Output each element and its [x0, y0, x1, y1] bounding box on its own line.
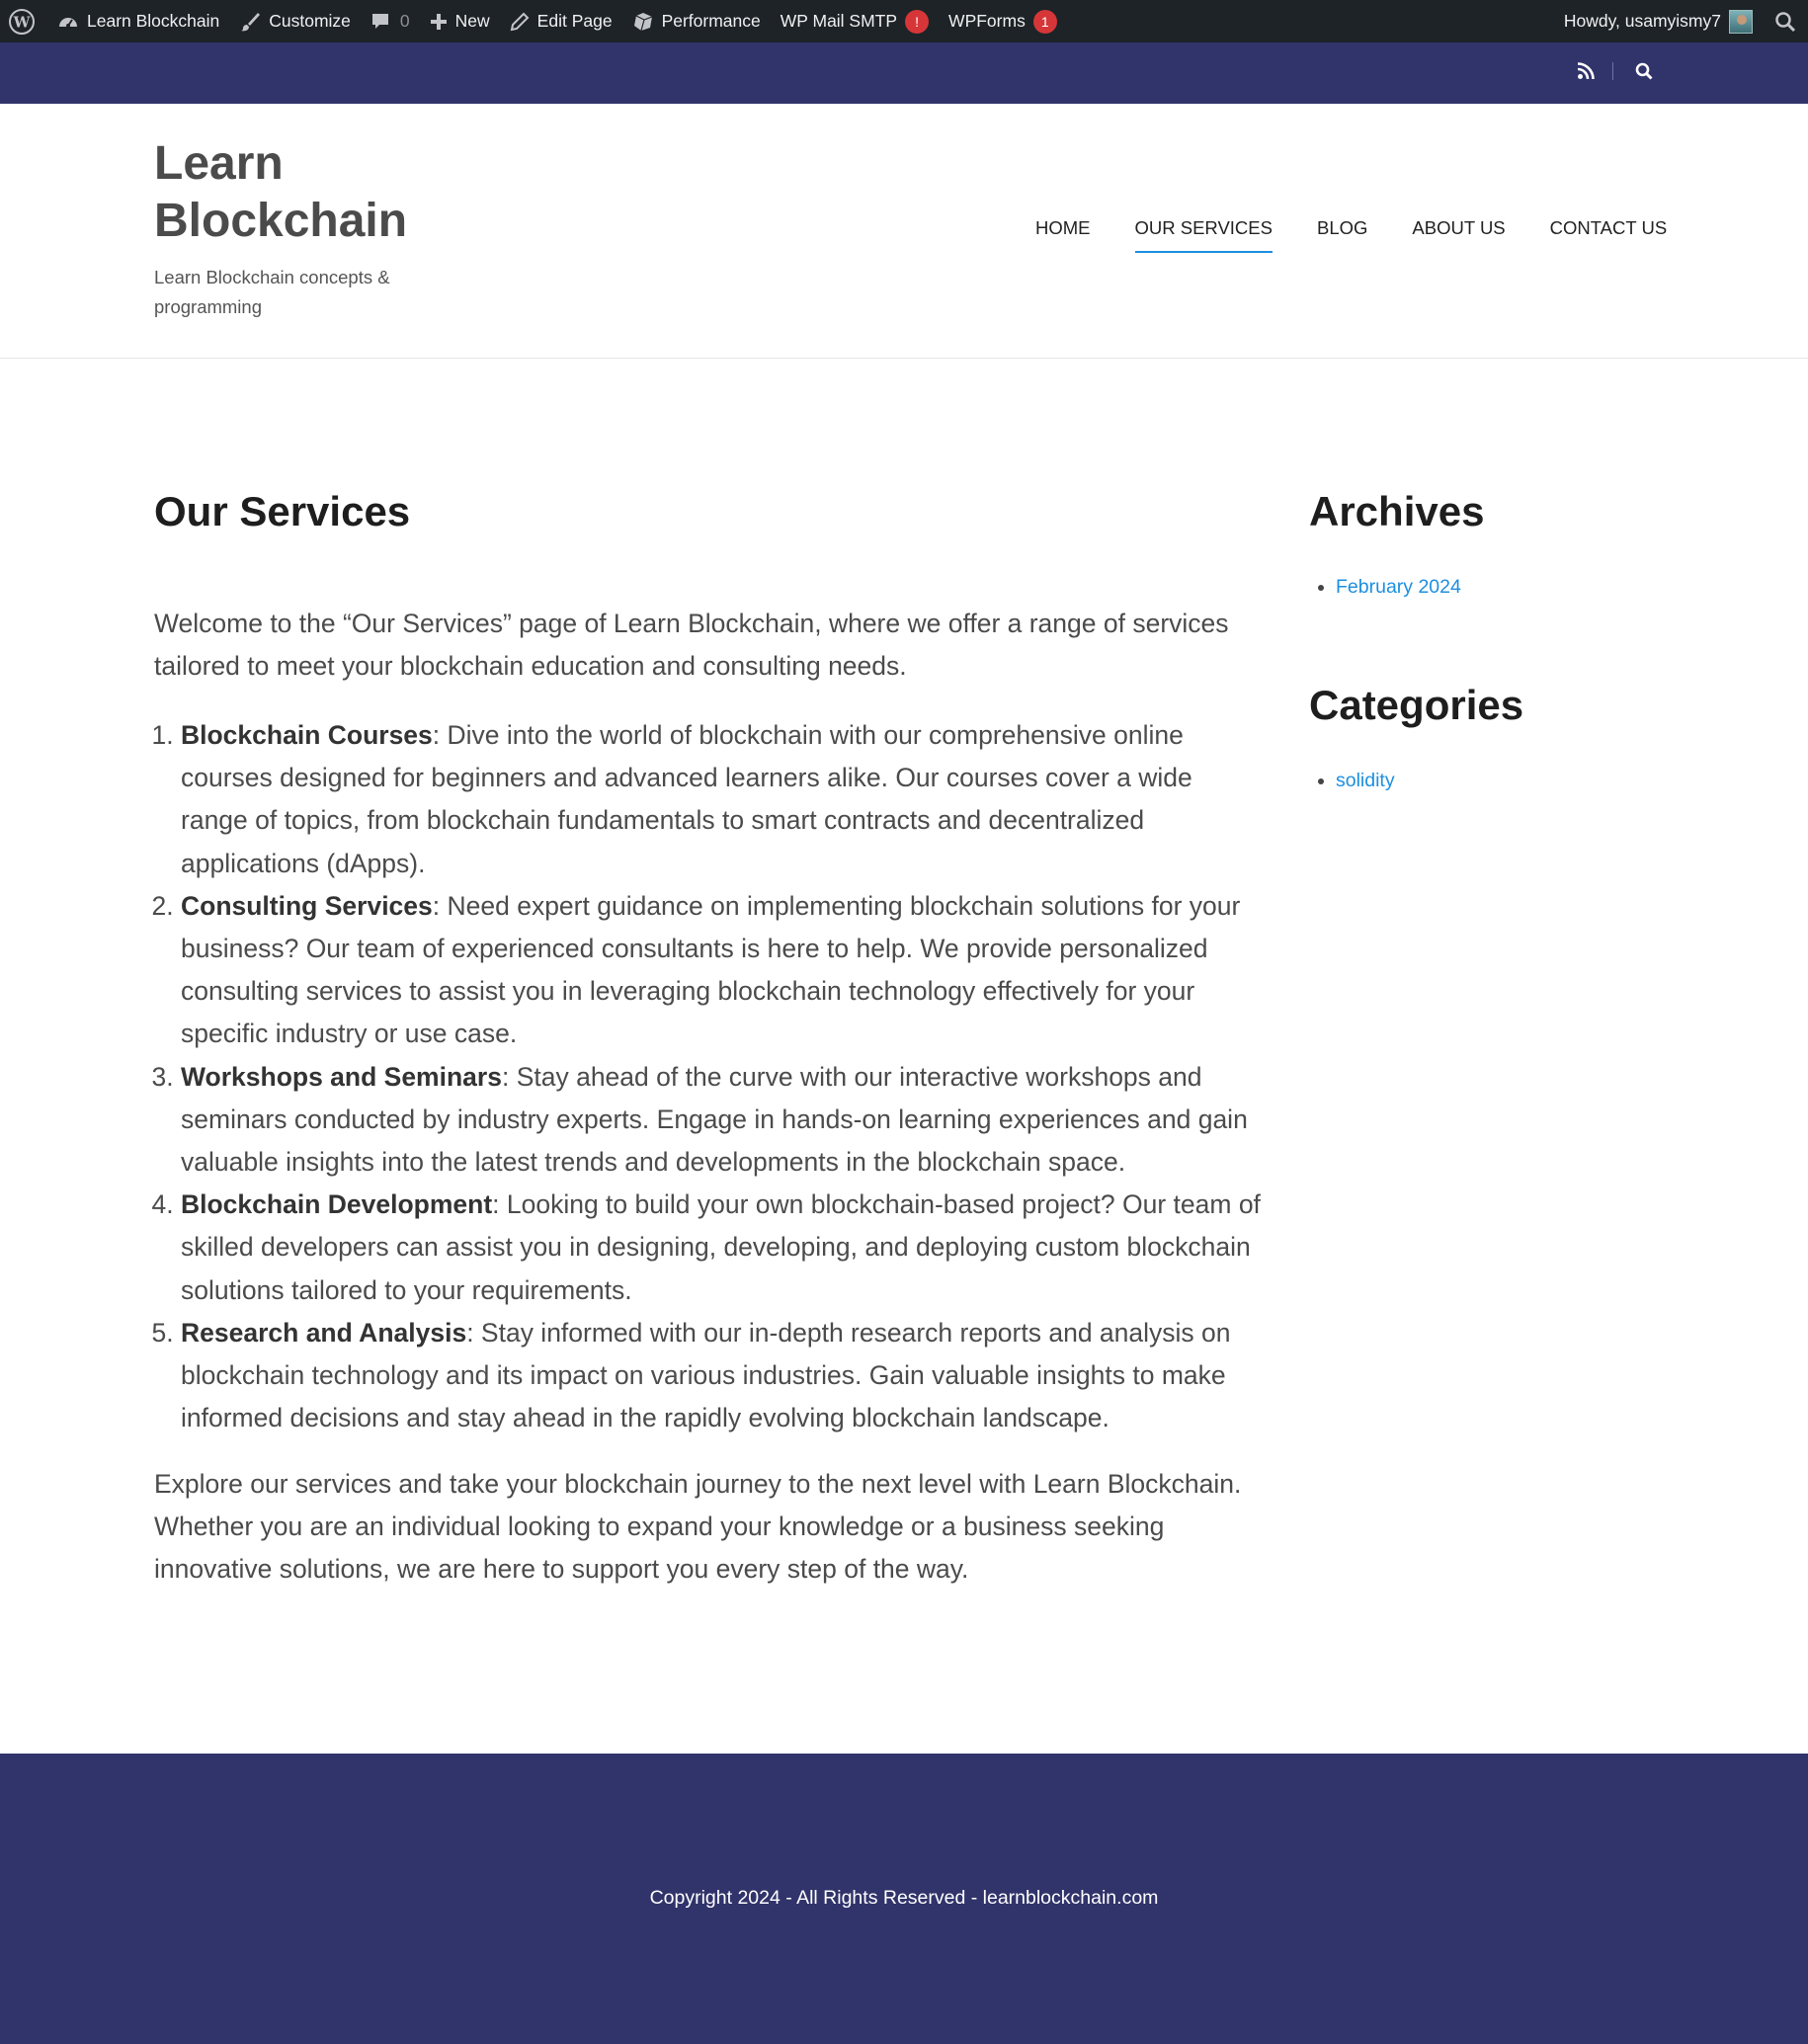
service-description: : Need expert guidance on implementing blockchain solutions for your business? Our team of experienced consultants is here to help. We provide personalized consulting services to assist you in leveraging blockchain technology effectively for your specific industry or use case. [181, 890, 1241, 1049]
sidebar [1309, 484, 1685, 794]
dashboard-icon [57, 12, 79, 32]
service-description: : Stay informed with our in-depth research reports and analysis on blockchain technology and its impact on various industries. Gain valuable insights to make informed decisions and stay ahead in the rapidly evolving blockchain landscape. [181, 1317, 1231, 1433]
list-item [181, 1056, 1266, 1185]
categories-list [1309, 767, 1685, 794]
wp-logo-menu[interactable] [0, 0, 47, 42]
wpforms-menu[interactable] [939, 0, 1067, 42]
comments-link[interactable] [361, 0, 420, 42]
primary-navigation [1035, 217, 1667, 253]
archives-widget [1309, 484, 1685, 601]
search-icon[interactable] [1635, 62, 1653, 85]
paintbrush-icon [239, 11, 261, 33]
service-description: : Stay ahead of the curve with our interactive workshops and seminars conducted by industry experts. Engage in hands-on learning experiences and gain valuable insights into the latest trends and developments in the blockchain space. [181, 1061, 1248, 1178]
list-item [181, 1184, 1266, 1312]
service-name: Workshops and Seminars [181, 1061, 502, 1092]
site-name-label: Learn Blockchain [87, 11, 220, 31]
customize-label: Customize [269, 11, 351, 31]
service-name: Blockchain Courses [181, 720, 433, 750]
wp-mail-smtp-menu[interactable] [771, 0, 939, 42]
site-tagline: Learn Blockchain concepts & programming [154, 267, 390, 317]
plus-icon [430, 13, 448, 31]
pencil-icon [510, 12, 530, 32]
categories-title: Categories [1309, 682, 1524, 728]
service-name: Blockchain Development [181, 1189, 493, 1220]
list-item [181, 714, 1266, 885]
performance-menu[interactable] [622, 0, 771, 42]
admin-search-button[interactable] [1770, 0, 1808, 42]
services-list [154, 714, 1266, 1439]
performance-label: Performance [661, 11, 761, 31]
service-description: : Looking to build your own blockchain-based project? Our team of skilled developers can assist you in designing, developing, and deploying custom blockchain solutions tailored to your requirements. [181, 1189, 1261, 1305]
theme-top-bar [0, 42, 1808, 104]
rss-icon[interactable] [1577, 62, 1595, 85]
new-label: New [454, 11, 490, 31]
wp-mail-smtp-label: WP Mail SMTP [780, 11, 898, 31]
service-name: Research and Analysis [181, 1317, 467, 1348]
nav-item-blog[interactable]: BLOG [1316, 217, 1368, 238]
customize-link[interactable] [229, 0, 361, 42]
comment-bubble-icon [370, 12, 390, 32]
wp-mail-smtp-alert-badge: ! [905, 10, 929, 34]
wordpress-logo-icon [8, 8, 36, 36]
edit-page-link[interactable] [500, 0, 622, 42]
site-footer [0, 1754, 1808, 2044]
main-content [154, 484, 1266, 1591]
new-content-menu[interactable] [420, 0, 500, 42]
outro-paragraph: Explore our services and take your blockchain journey to the next level with Learn Blockchain. Whether you are an individual looking to expand your knowledge or a business seeking innovative solutions, we are here to support you every step of the way. [154, 1469, 1242, 1585]
wpforms-label: WPForms [948, 11, 1026, 31]
edit-page-label: Edit Page [536, 11, 613, 31]
list-item [1336, 767, 1685, 794]
categories-widget [1309, 678, 1685, 794]
site-title[interactable]: Learn Blockchain [154, 137, 408, 247]
wpforms-count-badge: 1 [1033, 10, 1057, 34]
topbar-divider [1612, 62, 1613, 80]
list-item [181, 885, 1266, 1056]
intro-paragraph: Welcome to the “Our Services” page of Learn Blockchain, where we offer a range of services tailored to meet your blockchain education and consulting needs. [154, 609, 1229, 681]
search-icon [1774, 11, 1796, 33]
my-account-menu[interactable] [1554, 0, 1770, 42]
page-title: Our Services [154, 488, 411, 534]
cube-icon [632, 11, 654, 33]
nav-item-about-us[interactable]: ABOUT US [1412, 217, 1506, 238]
nav-item-our-services[interactable]: OUR SERVICES [1135, 217, 1273, 253]
archives-list [1309, 573, 1685, 601]
svg-text:W: W [13, 13, 31, 31]
site-header [0, 104, 1808, 359]
archive-link-february-2024[interactable]: February 2024 [1336, 576, 1461, 598]
wp-admin-bar [0, 0, 1808, 42]
nav-item-home[interactable]: HOME [1035, 217, 1091, 238]
list-item [1336, 573, 1685, 601]
copyright-text: Copyright 2024 - All Rights Reserved - learnblockchain.com [649, 1887, 1159, 1909]
service-description: : Dive into the world of blockchain with our comprehensive online courses designed for beginners and advanced learners alike. Our courses cover a wide range of topics, from blockchain fundamentals to smart contracts and decentralized applications (dApps). [181, 720, 1192, 878]
nav-item-contact-us[interactable]: CONTACT US [1549, 217, 1668, 238]
site-name-menu[interactable] [47, 0, 229, 42]
comments-count: 0 [399, 11, 410, 31]
avatar [1729, 10, 1753, 34]
archives-title: Archives [1309, 488, 1485, 534]
category-link-solidity[interactable]: solidity [1336, 770, 1395, 791]
service-name: Consulting Services [181, 890, 433, 921]
howdy-label: Howdy, usamyismy7 [1563, 11, 1721, 31]
list-item [181, 1312, 1266, 1440]
